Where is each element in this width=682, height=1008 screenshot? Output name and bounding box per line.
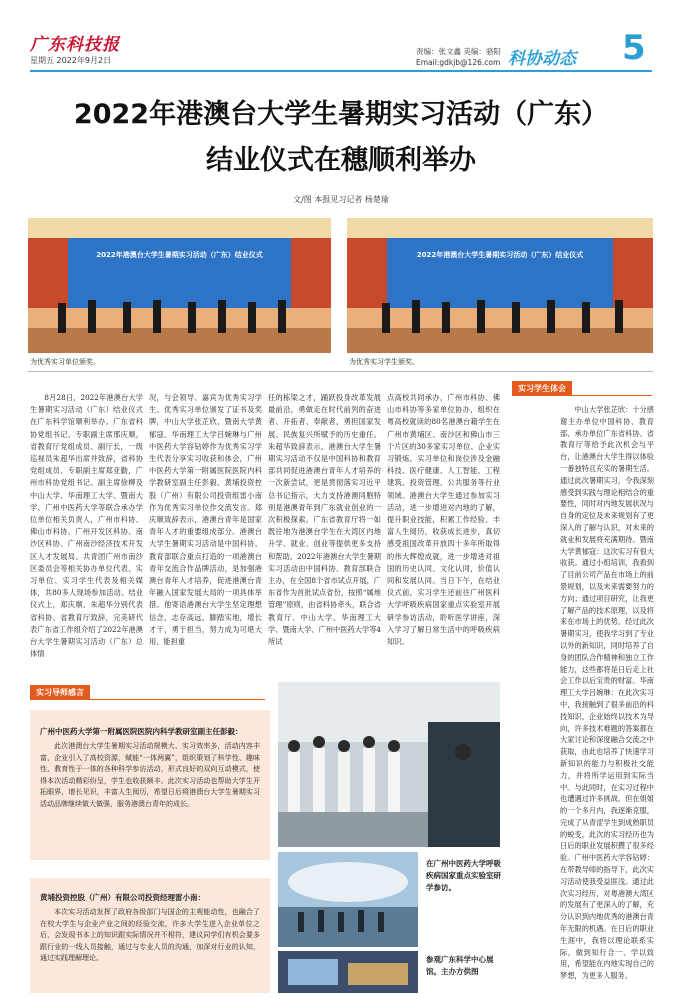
science-center-photo [278,852,418,947]
lab-visit-photo-image [278,682,500,847]
mentor-1-text: 此次港澳台大学生暑期实习活动规模大、实习效率多，活动内容丰富，企业引入了高校资源，赋能“一体两翼”，组织策划了科学性、趣味性、教育性于一体的各种科学参访活动，形式良好的双向互动模式，使得本次活动精彩纷呈，学生也收获颇丰。此次实习活动也帮助大学生开拓眼界，增长见识，丰富人生阅历，希望日后将港澳台大学生暑期实习活动品牌继续做大做强，服务港澳台青年的成长。 [40,742,260,808]
mentor-1-name: 广州中医药大学第一附属医院医院内科学教研室副主任彭毅： [40,727,243,736]
article-text-1: 8月28日，2022年港澳台大学生暑期实习活动（广东）结业仪式在广东科学馆顺利举办。广东省科协党组书记、专职副主席邢庆顺，省教育厅党组成员、副厅长，一级巡视员朱超华出席并致辞，省科协党组成员、专职副主席郑亚勤，广州市科协党组书记、副主席徐柳及中山大学、华南理工大学、暨南大学、广州中医药大学等联合承办学位单位相关负责人，广州市科协、佛山市科协、广州开发区科协、南沙区科协、广州南沙经济技术开发区人才发展局、共青团广州市南沙区委员会等相关协办单位代表、实习单位、实习学生代表及相关媒体，共80多人现场参加活动。结业仪式上，郑庆顺、朱超华分别代表省科协、省教育厅致辞，完美研代表广东省工作组介绍了2022年港澳台大学生暑期实习活动（广东）总体情 [30,393,143,659]
lab-visit-caption: 在广州中医药大学呼吸疾病国家重点实验室研学参访。 [426,859,501,892]
logo: 广东科技报 [30,35,120,55]
sidebar-text: 中山大学张芷欣：十分感谢主办单位中国科协、教育部、承办单位广东省科协、省教育厅等给予此次机会与平台，让港澳台大学生得以体验一番独特且充实的暑期生活。通过此次暑期实习，令我深刻感受到实践与理论相结合的重要性，同时对内地发展状况与自身的定位及未来规划有了更深入的了解与认识，对未来的就业和发展将充满期待。暨南大学黄郁寇：这次实习有很大收获。通过小组培训，我看到了目前公司产品在市场上的前景规划，以及未来需要努力的方向；通过项目研究，让我更了解产品的技术原理，以及将来在市场上的优势。经过此次暑期实习，使我学习到了专业以外的新知识，同时培养了自身的团队合作精神和独立工作能力，这些都将是日后走上社会工作以后宝贵的财富。华南理工大学吕婉琳：在此次实习中，我接触到了很多前沿的科技知识，企业始终以技术为导向，许多技术难题的答案都在大家讨论和深度融合交流之中获取，由此也培养了快速学习新知识的能力与积极社交能力，并将所学运用到实际当中。与此同时，在实习过程中也遭遇过许多挑战，但在姐姐的一个多月内，我逐渐克服，完成了从青涩学生到成熟职员的蜕变，此次的实习经历也为日后的职业发展积攒了很多经验。广州中医药大学容钻婷：在带教导师的指导下，此次实习活动使我受益匪浅。通过此次实习经历，对粤港澳大湾区的发展有了更深入的了解，充分认识到内地优秀的港澳台青年无限的机遇。在日后的职业生涯中，我将以理论联系实际，做到知行合一、学以致用，希望能在内地实现自己的梦想，为更多人服务。 [560,405,654,981]
article-column-4 [387,392,500,672]
page-number: 5 [622,28,646,68]
mentor-title: 实习导师感言 [30,685,90,700]
science-center-photo-image [278,852,418,947]
exhibition-caption: 参观广东科学中心展馆。主办方供图 [426,955,494,976]
award-photo-right-image [347,218,653,353]
article-column-1 [30,392,143,672]
mentor-box-1 [30,710,270,860]
sidebar-title: 实习学生体会 [512,381,572,396]
sidebar-body [560,404,654,990]
article-column-3 [268,392,381,672]
article-text-4: 点高校共同承办，广州市科协、佛山市科协等多家单位协办，组织在粤高校就读的80名港澳台籍学生在广州市黄埔区、南沙区和佛山市三个片区的30多家实习单位、企业实习锻炼，实习单位和岗位涉及金融科技、医疗健康、人工智能、工程建筑、投资管理、公共服务等行业领域。港澳台大学生通过参加实习活动，进一步增进对内地的了解，提升职业技能，积累工作经验、丰富人生阅历，收获成长进步，真切感受祖国改革开放四十多年所取得的伟大辉煌成就，进一步增进对祖国的历史认同、文化认同，价值认同和发展认同。当日下午，在结业仪式前，实习学生还前往广州医科大学呼吸疾病国家重点实验室开展研学参访活动，聆听医学讲座，深入学习了解日常生活中的呼吸疾病知识。 [387,393,500,647]
mentor-rule [30,699,265,700]
photo-divider [28,371,653,372]
headline-line-2: 结业仪式在穗顺利举办 [206,145,476,176]
award-photo-right [347,218,653,353]
award-photo-right-caption: 为优秀实习学生颁奖。 [349,358,419,366]
headline-line-1: 2022年港澳台大学生暑期实习活动（广东） [73,99,609,130]
masthead [0,0,682,82]
article-column-2 [149,392,262,672]
mentor-2-text: 本次实习活动发挥了政府各级部门与国企的主观能动性，也融合了在校大学生与企业产业之间的经验交流，许多大学生进入企业单位之后，会发现书本上的知识跟实际情况并不相符，建议同学们有机会要多跟行业的一线人员接触，通过与专业人员的沟通，加深对行业的认知，通过实践理解理论。 [40,908,260,962]
editor-credit: 责编：张文鑫 美编：骆阳 [416,47,501,56]
byline: 文/图 本报见习记者 杨楚瑜 [293,195,389,204]
mentor-box-2 [30,878,270,993]
mentor-2-name: 黄埔投资控股（广州）有限公司投资经理雷小南： [40,893,205,902]
award-photo-right-banner: 2022年港澳台大学生暑期实习活动（广东）结业仪式 [416,251,584,259]
sidebar-margin [512,404,554,990]
award-photo-left-caption: 为优秀实习单位颁奖。 [30,358,100,366]
exhibition-photo-image [278,951,418,993]
masthead-rule [30,70,652,72]
article-text-3: 任的栋梁之才，踊跃投身改革发展最前沿，勇做走在时代前列的奋进者、开拓者、奉献者，勇担国家发展、民族复兴所赋予的历史重任。朱超华致辞表示，港澳台大学生暑期实习活动不仅是中国科协和教育部共同促进港澳台青年人才培养的一次新尝试，更是贯彻落实习近平总书记指示，大力支持港澳同胞特别是港澳青年到广东就业创业的一次积极探索。广东省教育厅将一如既往地为港澳台学生在大湾区内地升学、就业、创业等提供更多支持和帮助。2022年港澳台大学生暑期实习活动由中国科协、教育部联合主办，在全国8个省市试点开展，广东省作为首批试点省份，按照“属地管理”原则，由省科协牵头，联合省教育厅、中山大学、华南理工大学、暨南大学、广州中医药大学等4所试 [268,393,381,647]
award-photo-left [28,218,331,353]
issue-date: 星期五 2022年9月2日 [30,56,112,65]
section-logo: 科协动态 [508,49,576,69]
lab-visit-photo [278,682,500,847]
exhibition-photo [278,951,418,993]
award-photo-left-banner: 2022年港澳台大学生暑期实习活动（广东）结业仪式 [96,251,263,259]
article-text-2: 况，与会领导、嘉宾为优秀实习学生、优秀实习单位颁发了证书及奖牌，中山大学张芷欣、暨南大学黄郁寇、华南理工大学吕婉琳与广州中医药大学容钻婷作为优秀实习学生代表分享实习收获和体会，广州中医药大学第一附属医院医院内科学教研室副主任彭毅、黄埔投资控股（广州）有限公司投资组雷小南作为优秀实习单位作交流发言。郑庆顺致辞表示，港澳台青年是国家青年人才的重要组成部分。港澳台大学生暑期实习活动是中国科协、教育部联合重点打造的一项港澳台青年交流合作品牌活动，是加强港澳台青年人才培养，促进港澳台青年融入国家发展大局的一项具体举措。他寄语港澳台大学生坚定理想信念，志存高远，脚踏实地，增长才干，勇于担当，努力成为可堪大用、能担重 [149,393,262,647]
sidebar-rule [512,395,652,396]
award-photo-left-image [28,218,331,353]
contact-email: Email:gdkjb@126.com [416,58,501,67]
